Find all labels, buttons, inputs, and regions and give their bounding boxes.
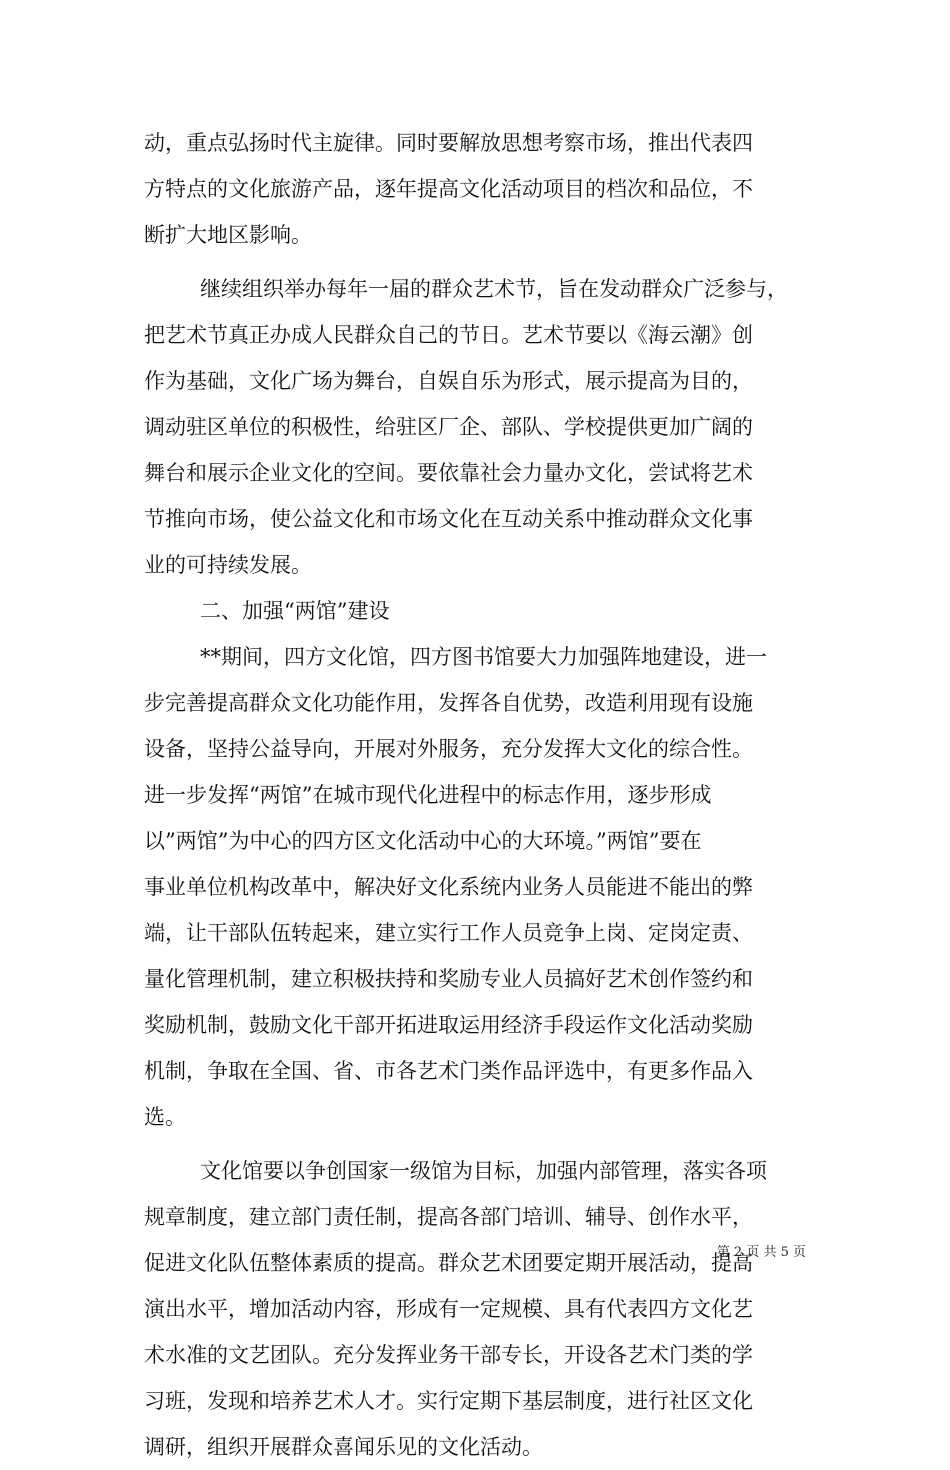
text-line: 设备，坚持公益导向，开展对外服务，充分发挥大文化的综合性。 [144, 737, 753, 761]
text-line: 断扩大地区影响。 [144, 223, 312, 247]
text-line: 习班，发现和培养艺术人才。实行定期下基层制度，进行社区文化 [144, 1389, 753, 1413]
text-line: 端，让干部队伍转起来，建立实行工作人员竞争上岗、定岗定责、 [144, 921, 753, 945]
text-line: 演出水平，增加活动内容，形成有一定规模、具有代表四方文化艺 [144, 1297, 753, 1321]
text-line: 方特点的文化旅游产品，逐年提高文化活动项目的档次和品位，不 [144, 177, 753, 201]
text-line: **期间，四方文化馆，四方图书馆要大力加强阵地建设，进一 [200, 645, 767, 669]
paragraph [144, 634, 809, 1140]
text-line: 奖励机制，鼓励文化干部开拓进取运用经济手段运作文化活动奖励 [144, 1013, 753, 1037]
text-line: 促进文化队伍整体素质的提高。群众艺术团要定期开展活动，提高 [144, 1251, 753, 1275]
text-line: 调动驻区单位的积极性，给驻区厂企、部队、学校提供更加广阔的 [144, 415, 753, 439]
text-line: 机制，争取在全国、省、市各艺术门类作品评选中，有更多作品入 [144, 1059, 753, 1083]
text-line: 量化管理机制，建立积极扶持和奖励专业人员搞好艺术创作签约和 [144, 967, 753, 991]
document-body [144, 120, 809, 1470]
text-line: 步完善提高群众文化功能作用，发挥各自优势，改造利用现有设施 [144, 691, 753, 715]
paragraph-spacer [144, 1140, 809, 1148]
text-line: 以”两馆”为中心的四方区文化活动中心的大环境。”两馆”要在 [144, 829, 702, 853]
paragraph-spacer [144, 258, 809, 266]
paragraph [144, 266, 809, 588]
text-line: 选。 [144, 1105, 186, 1129]
text-line: 业的可持续发展。 [144, 553, 312, 577]
text-line: 节推向市场，使公益文化和市场文化在互动关系中推动群众文化事 [144, 507, 753, 531]
page-number: 第 2 页 共 5 页 [716, 1245, 806, 1260]
text-line: 规章制度，建立部门责任制，提高各部门培训、辅导、创作水平， [144, 1205, 753, 1229]
text-line: 把艺术节真正办成人民群众自己的节日。艺术节要以《海云潮》创 [144, 323, 753, 347]
text-line: 术水准的文艺团队。充分发挥业务干部专长，开设各艺术门类的学 [144, 1343, 753, 1367]
text-line: 事业单位机构改革中，解决好文化系统内业务人员能进不能出的弊 [144, 875, 753, 899]
text-line: 动，重点弘扬时代主旋律。同时要解放思想考察市场，推出代表四 [144, 131, 753, 155]
text-line: 调研，组织开展群众喜闻乐见的文化活动。 [144, 1435, 543, 1459]
text-line: 舞台和展示企业文化的空间。要依靠社会力量办文化，尝试将艺术 [144, 461, 753, 485]
paragraph [144, 120, 809, 258]
text-line: 继续组织举办每年一届的群众艺术节，旨在发动群众广泛参与， [200, 277, 788, 301]
paragraph [144, 1148, 809, 1470]
paragraph [144, 588, 809, 634]
text-line: 二、加强“两馆”建设 [200, 599, 390, 623]
text-line: 作为基础，文化广场为舞台，自娱自乐为形式，展示提高为目的， [144, 369, 753, 393]
text-line: 文化馆要以争创国家一级馆为目标，加强内部管理，落实各项 [200, 1159, 767, 1183]
text-line: 进一步发挥“两馆”在城市现代化进程中的标志作用，逐步形成 [144, 783, 712, 807]
